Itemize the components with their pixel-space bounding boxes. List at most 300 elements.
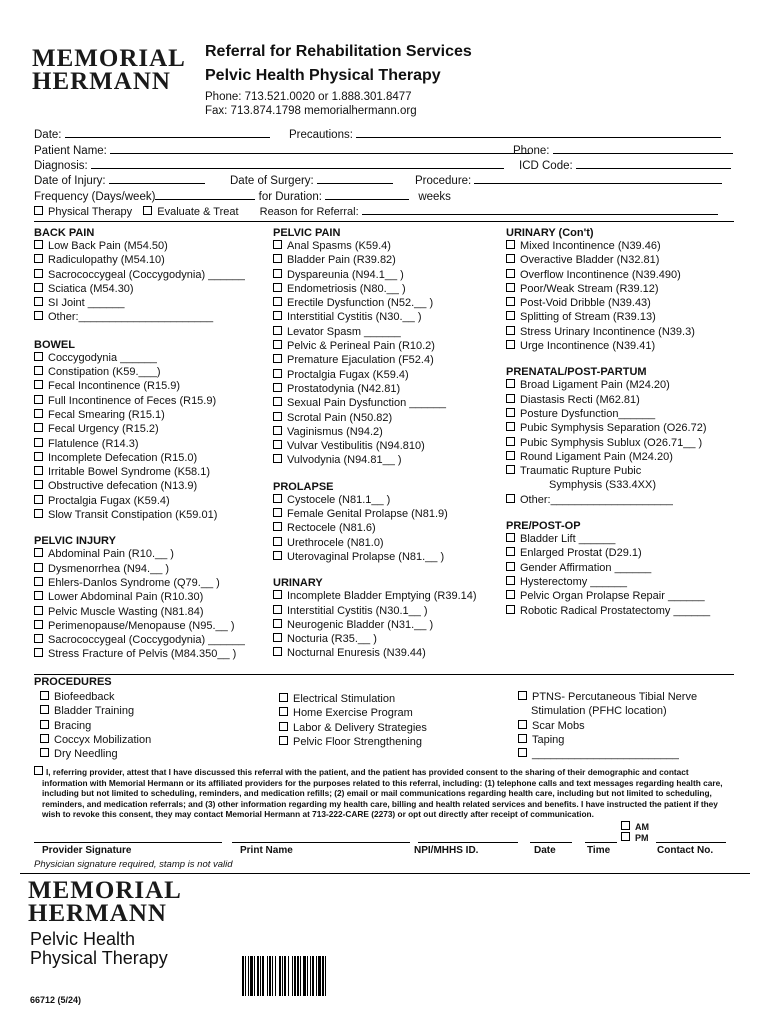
referral-type-row [34, 204, 718, 218]
checkbox[interactable] [506, 533, 515, 542]
checkbox-label: Bladder Lift ______ [520, 533, 616, 546]
checkbox[interactable] [34, 548, 43, 557]
checkbox-item[interactable] [273, 493, 477, 507]
checkbox-item[interactable] [34, 351, 245, 365]
checkbox-item[interactable] [273, 453, 477, 467]
checkbox-item[interactable] [273, 550, 477, 564]
frequency-field[interactable]: Frequency (Days/week) for Duration: weeks [34, 191, 451, 203]
procedures-section [34, 676, 112, 688]
checkbox-item[interactable] [273, 589, 477, 603]
checkbox-item[interactable] [506, 532, 710, 546]
checkbox-label: Vulvodynia (N94.81__ ) [287, 454, 402, 467]
checkbox[interactable] [34, 620, 43, 629]
back-pain-header: BACK PAIN [34, 227, 95, 239]
checkbox[interactable] [40, 691, 49, 700]
checkbox[interactable] [279, 693, 288, 702]
checkbox-label: Traumatic Rupture Pubic [520, 465, 642, 478]
urinary-list [273, 589, 477, 660]
checkbox[interactable] [506, 269, 515, 278]
checkbox[interactable] [506, 451, 515, 460]
checkbox-item[interactable] [40, 733, 151, 747]
checkbox-item[interactable] [273, 536, 477, 550]
checkbox-item[interactable] [506, 393, 710, 407]
checkbox-item[interactable] [506, 407, 710, 421]
checkbox-label: Coccygodynia ______ [48, 351, 157, 364]
evaluate-treat-checkbox[interactable]: Evaluate & Treat [143, 206, 238, 218]
checkbox-item[interactable] [34, 619, 245, 633]
checkbox-label: Posture Dysfunction______ [520, 407, 656, 420]
checkbox-item[interactable] [34, 465, 245, 479]
checkbox-label: Dysmenorrhea (N94.__ ) [48, 562, 170, 575]
prenatal-header: PRENATAL/POST-PARTUM [506, 366, 647, 379]
checkbox[interactable] [506, 547, 515, 556]
checkbox[interactable] [506, 465, 515, 474]
checkbox-item[interactable] [518, 747, 697, 761]
checkbox[interactable] [506, 422, 515, 431]
checkbox-label: Dry Needling [54, 748, 118, 761]
checkbox-label: Proctalgia Fugax (K59.4) [287, 368, 409, 381]
checkbox-label: Pubic Symphysis Separation (O26.72) [520, 422, 707, 435]
contact-label: Contact No. [657, 845, 714, 856]
prolapse-list [273, 493, 477, 564]
checkbox-item[interactable] [34, 562, 245, 576]
checkbox-item[interactable] [34, 239, 245, 253]
provider-signature-line[interactable] [34, 842, 222, 843]
form-title: Referral for Rehabilitation Services [205, 43, 472, 60]
checkbox[interactable] [40, 734, 49, 743]
back-pain-list [34, 239, 245, 325]
urinary-cont-list [506, 239, 710, 353]
checkbox[interactable] [506, 590, 515, 599]
checkbox[interactable] [273, 254, 282, 263]
checkbox[interactable] [34, 480, 43, 489]
checkbox-label: Taping [532, 733, 565, 746]
pelvic-pain-list [273, 239, 477, 468]
checkbox[interactable] [273, 494, 282, 503]
date-line[interactable] [530, 842, 572, 843]
checkbox-label: Pelvic Organ Prolapse Repair ______ [520, 590, 705, 603]
checkbox[interactable] [273, 551, 282, 560]
date-of-injury-field[interactable]: Date of Injury: [34, 173, 205, 187]
checkbox-item[interactable] [518, 719, 697, 733]
checkbox-item[interactable] [273, 396, 477, 410]
checkbox-label: Labor & Delivery Strategies [293, 721, 427, 734]
checkbox-item[interactable] [273, 425, 477, 439]
checkbox[interactable] [273, 397, 282, 406]
checkbox-item[interactable] [273, 507, 477, 521]
checkbox[interactable] [34, 380, 43, 389]
checkbox-label: Female Genital Prolapse (N81.9) [287, 508, 448, 521]
procedures-col-1 [40, 690, 151, 761]
checkbox-item[interactable] [506, 421, 710, 435]
attestation-line-1: I, referring provider, attest that I have discussed this referral with the patient, and the patient has provided consent to the sharing of their demographic and contact [34, 766, 738, 778]
checkbox[interactable] [273, 311, 282, 320]
continuation-text: Symphysis (S33.4XX) [549, 479, 656, 492]
npi-line[interactable] [418, 842, 518, 843]
checkbox[interactable] [273, 440, 282, 449]
checkbox-item[interactable] [506, 493, 710, 507]
checkbox-label: Stress Urinary Incontinence (N39.3) [520, 325, 695, 338]
checkbox-item[interactable] [518, 733, 697, 747]
checkbox-item[interactable] [34, 494, 245, 508]
column-1 [34, 227, 245, 662]
checkbox-item[interactable] [34, 508, 245, 522]
checkbox-item[interactable] [506, 325, 710, 339]
checkbox-item[interactable] [40, 704, 151, 718]
procedure-field[interactable]: Procedure: [415, 173, 722, 187]
checkbox[interactable] [273, 522, 282, 531]
checkbox-label: Full Incontinence of Feces (R15.9) [48, 394, 217, 407]
provider-signature-label: Provider Signature [42, 845, 132, 856]
checkbox-item[interactable] [506, 253, 710, 267]
time-line[interactable] [585, 842, 617, 843]
checkbox-label: Vaginismus (N94.2) [287, 425, 383, 438]
checkbox-label: Gender Affirmation ______ [520, 561, 652, 574]
checkbox[interactable] [273, 369, 282, 378]
checkbox[interactable] [273, 383, 282, 392]
checkbox[interactable] [506, 311, 515, 320]
checkbox[interactable] [273, 647, 282, 656]
checkbox-item[interactable] [279, 692, 427, 706]
checkbox[interactable] [40, 748, 49, 757]
checkbox-label: Premature Ejaculation (F52.4) [287, 354, 434, 367]
column-3 [506, 227, 710, 618]
checkbox-item[interactable] [40, 690, 151, 704]
checkbox-item[interactable] [34, 451, 245, 465]
form-number: 66712 (5/24) [30, 995, 82, 1005]
checkbox-item[interactable] [279, 735, 427, 749]
checkbox[interactable] [34, 297, 43, 306]
checkbox[interactable] [34, 395, 43, 404]
checkbox[interactable] [34, 254, 43, 263]
precautions-field[interactable]: Precautions: [289, 127, 721, 141]
checkbox-label: Rectocele (N81.6) [287, 522, 376, 535]
checkbox-item[interactable] [34, 547, 245, 561]
checkbox-item[interactable] [34, 310, 245, 324]
checkbox[interactable] [273, 537, 282, 546]
checkbox-label: Robotic Radical Prostatectomy ______ [520, 604, 711, 617]
attestation-line-2: information with Memorial Hermann or its affiliated providers for the purposes related to this referral, including: (1) telephone calls and text messages regarding health care, [42, 777, 723, 788]
checkbox[interactable] [506, 437, 515, 446]
checkbox[interactable] [34, 283, 43, 292]
checkbox[interactable] [273, 454, 282, 463]
checkbox-item[interactable] [273, 439, 477, 453]
checkbox-item[interactable] [34, 408, 245, 422]
phone-field[interactable]: Phone: [513, 143, 733, 157]
checkbox[interactable] [34, 577, 43, 586]
checkbox-item[interactable] [506, 339, 710, 353]
checkbox-label: Urethrocele (N81.0) [287, 536, 384, 549]
checkbox-label: Fecal Smearing (R15.1) [48, 408, 165, 421]
checkbox[interactable] [273, 605, 282, 614]
checkbox[interactable] [506, 605, 515, 614]
checkbox[interactable] [279, 736, 288, 745]
checkbox-item[interactable] [506, 604, 710, 618]
checkbox-item[interactable] [273, 382, 477, 396]
checkbox[interactable] [506, 379, 515, 388]
bowel-header: BOWEL [34, 338, 75, 351]
checkbox[interactable] [34, 352, 43, 361]
checkbox[interactable] [506, 254, 515, 263]
checkbox-item[interactable] [273, 310, 477, 324]
divider-procedures [34, 674, 734, 675]
checkbox-item[interactable] [506, 575, 710, 589]
checkbox[interactable] [506, 562, 515, 571]
checkbox-label: Cystocele (N81.1__ ) [287, 493, 391, 506]
checkbox[interactable] [273, 412, 282, 421]
checkbox[interactable] [506, 576, 515, 585]
contact-line[interactable] [656, 842, 726, 843]
checkbox-label: Sacrococcygeal (Coccygodynia) ______ [48, 268, 245, 281]
checkbox[interactable] [273, 240, 282, 249]
checkbox-item[interactable] [506, 282, 710, 296]
checkbox[interactable] [34, 509, 43, 518]
checkbox-item[interactable] [273, 353, 477, 367]
checkbox-item[interactable] [273, 618, 477, 632]
checkbox-item[interactable] [34, 282, 245, 296]
date-field[interactable]: Date: [34, 127, 270, 141]
column-2 [273, 227, 477, 661]
diagnosis-field[interactable]: Diagnosis: [34, 158, 504, 172]
checkbox[interactable] [34, 409, 43, 418]
checkbox-label: Sacrococcygeal (Coccygodynia) ______ [48, 634, 245, 647]
checkbox-item[interactable] [34, 590, 245, 604]
checkbox[interactable] [273, 354, 282, 363]
checkbox[interactable] [273, 326, 282, 335]
checkbox-label: Overactive Bladder (N32.81) [520, 254, 660, 267]
checkbox[interactable] [279, 722, 288, 731]
checkbox-item[interactable] [34, 605, 245, 619]
checkbox[interactable] [273, 269, 282, 278]
checkbox-label: Electrical Stimulation [293, 693, 396, 705]
checkbox-item[interactable] [279, 721, 427, 735]
divider-footer [20, 873, 750, 874]
checkbox-item[interactable] [273, 282, 477, 296]
checkbox[interactable] [34, 495, 43, 504]
checkbox[interactable] [34, 452, 43, 461]
checkbox-item[interactable] [506, 464, 710, 478]
checkbox-item[interactable] [518, 690, 697, 704]
urinary-cont-header: URINARY (Con't) [506, 227, 594, 239]
barcode-bar [326, 956, 328, 996]
checkbox-label: Slow Transit Constipation (K59.01) [48, 509, 218, 522]
checkbox-item[interactable] [273, 268, 477, 282]
checkbox[interactable] [506, 494, 515, 503]
checkbox[interactable] [273, 340, 282, 349]
memorial-hermann-logo: MEMORIAL HERMANN [32, 45, 186, 95]
checkbox[interactable] [34, 563, 43, 572]
checkbox[interactable] [506, 283, 515, 292]
checkbox-item[interactable] [273, 296, 477, 310]
header [205, 40, 472, 118]
icd-code-field[interactable]: ICD Code: [519, 158, 731, 172]
date-label: Date [534, 845, 556, 856]
checkbox[interactable] [273, 619, 282, 628]
pm-checkbox[interactable]: PM [621, 832, 649, 843]
checkbox-item[interactable] [273, 521, 477, 535]
prenatal-list [506, 378, 710, 507]
checkbox-item[interactable] [40, 719, 151, 733]
checkbox-item[interactable] [34, 437, 245, 451]
checkbox[interactable] [518, 734, 527, 743]
checkbox[interactable] [34, 438, 43, 447]
checkbox-item[interactable] [506, 561, 710, 575]
checkbox[interactable] [34, 269, 43, 278]
checkbox-item[interactable] [506, 378, 710, 392]
checkbox[interactable] [506, 240, 515, 249]
checkbox-label: Neurogenic Bladder (N31.__ ) [287, 618, 434, 631]
checkbox-item[interactable] [273, 632, 477, 646]
checkbox-label: Erectile Dysfunction (N52.__ ) [287, 297, 434, 310]
checkbox-label: Proctalgia Fugax (K59.4) [48, 494, 170, 507]
checkbox-label: Levator Spasm ______ [287, 325, 401, 338]
checkbox-label: Prostatodynia (N42.81) [287, 382, 401, 395]
checkbox-item[interactable] [506, 239, 710, 253]
checkbox-item[interactable] [34, 422, 245, 436]
checkbox-item[interactable] [506, 296, 710, 310]
checkbox-label: Stress Fracture of Pelvis (M84.350__ ) [48, 648, 237, 661]
checkbox-item[interactable] [506, 589, 710, 603]
checkbox[interactable] [506, 394, 515, 403]
checkbox-label: SI Joint ______ [48, 297, 125, 310]
checkbox-label: Low Back Pain (M54.50) [48, 240, 168, 252]
checkbox-item[interactable] [506, 546, 710, 560]
checkbox[interactable] [273, 283, 282, 292]
checkbox-item[interactable] [506, 436, 710, 450]
checkbox[interactable] [34, 466, 43, 475]
checkbox-label: Pubic Symphysis Sublux (O26.71__ ) [520, 436, 703, 449]
checkbox[interactable] [34, 606, 43, 615]
checkbox[interactable] [273, 633, 282, 642]
pelvic-injury-list [34, 547, 245, 661]
signature-note: Physician signature required, stamp is not valid [34, 859, 233, 870]
time-label: Time [587, 845, 611, 856]
checkbox[interactable] [506, 326, 515, 335]
checkbox[interactable] [279, 707, 288, 716]
checkbox-item[interactable] [279, 706, 427, 720]
checkbox[interactable] [273, 426, 282, 435]
checkbox[interactable] [518, 748, 527, 757]
physical-therapy-checkbox[interactable]: Physical Therapy [34, 206, 132, 218]
checkbox[interactable] [518, 720, 527, 729]
patient-name-field[interactable]: Patient Name: [34, 143, 530, 157]
pelvic-pain-header: PELVIC PAIN [273, 227, 341, 239]
checkbox-label: Pelvic & Perineal Pain (R10.2) [287, 340, 435, 353]
checkbox-item[interactable] [34, 633, 245, 647]
checkbox[interactable] [506, 408, 515, 417]
checkbox-item[interactable] [273, 604, 477, 618]
checkbox[interactable] [273, 590, 282, 599]
attestation-line-5: wish to revoke this consent, they may contact Memorial Hermann at 713-222-CARE (2273) or opt out directly after receipt of communication. [42, 809, 594, 820]
checkbox[interactable] [34, 648, 43, 657]
attestation-checkbox[interactable] [34, 766, 43, 775]
prolapse-header: PROLAPSE [273, 480, 334, 493]
checkbox[interactable] [34, 311, 43, 320]
checkbox-label: Other:______________________ [48, 311, 214, 324]
checkbox-item[interactable] [273, 368, 477, 382]
form-subtitle: Pelvic Health Physical Therapy [205, 67, 441, 84]
checkbox-item[interactable] [34, 479, 245, 493]
checkbox[interactable] [273, 297, 282, 306]
checkbox-item[interactable] [34, 379, 245, 393]
npi-label: NPI/MHHS ID. [414, 845, 479, 856]
checkbox[interactable] [34, 634, 43, 643]
prepost-header: PRE/POST-OP [506, 520, 581, 533]
checkbox-label: Splitting of Stream (R39.13) [520, 311, 656, 324]
pelvic-injury-header: PELVIC INJURY [34, 535, 116, 548]
checkbox-label: Vulvar Vestibulitis (N94.810) [287, 440, 425, 453]
checkbox-item[interactable] [34, 253, 245, 267]
checkbox[interactable] [34, 423, 43, 432]
checkbox-item[interactable] [273, 239, 477, 253]
checkbox[interactable] [40, 705, 49, 714]
checkbox-label: Overflow Incontinence (N39.490) [520, 268, 681, 281]
bowel-list [34, 351, 245, 523]
checkbox[interactable] [34, 366, 43, 375]
checkbox-item[interactable] [273, 411, 477, 425]
checkbox-label: Radiculopathy (M54.10) [48, 254, 165, 267]
continuation-text: Stimulation (PFHC location) [531, 705, 667, 718]
checkbox[interactable] [34, 591, 43, 600]
checkbox-item[interactable] [506, 450, 710, 464]
checkbox-item[interactable] [40, 747, 151, 761]
checkbox-item[interactable] [273, 253, 477, 267]
checkbox-label: ________________________ [532, 748, 679, 761]
procedures-col-2 [279, 692, 427, 749]
checkbox-label: Nocturia (R35.__ ) [287, 633, 377, 646]
checkbox-item[interactable] [34, 576, 245, 590]
checkbox-label: Sexual Pain Dysfunction ______ [287, 397, 446, 410]
print-name-label: Print Name [240, 845, 293, 856]
am-checkbox[interactable]: AM [621, 821, 649, 832]
checkbox-item[interactable] [34, 394, 245, 408]
checkbox-item[interactable] [273, 646, 477, 660]
checkbox-item[interactable] [34, 296, 245, 310]
checkbox[interactable] [273, 508, 282, 517]
checkbox-item[interactable] [34, 647, 245, 661]
checkbox[interactable] [34, 240, 43, 249]
checkbox[interactable] [518, 691, 527, 700]
checkbox-label: Bracing [54, 719, 92, 732]
checkbox-label: Perimenopause/Menopause (N95.__ ) [48, 619, 235, 632]
checkbox-label: Biofeedback [54, 691, 115, 703]
checkbox-label: Poor/Weak Stream (R39.12) [520, 282, 659, 295]
checkbox-item[interactable] [273, 325, 477, 339]
checkbox-item[interactable] [506, 268, 710, 282]
checkbox-label: Diastasis Recti (M62.81) [520, 393, 640, 406]
checkbox-item[interactable] [34, 365, 245, 379]
reason-for-referral-field[interactable]: Reason for Referral: [260, 206, 718, 218]
print-name-line[interactable] [232, 842, 410, 843]
checkbox-item[interactable] [506, 310, 710, 324]
checkbox[interactable] [40, 720, 49, 729]
checkbox-label: Other:____________________ [520, 493, 673, 506]
divider-top [34, 221, 734, 222]
attestation [34, 766, 738, 820]
fax-line: Fax: 713.874.1798 memorialhermann.org [205, 105, 417, 117]
checkbox-label: Bladder Training [54, 705, 135, 718]
checkbox-label: Post-Void Dribble (N39.43) [520, 297, 651, 310]
checkbox-label: Urge Incontinence (N39.41) [520, 340, 656, 353]
checkbox-label: Abdominal Pain (R10.__ ) [48, 548, 174, 561]
checkbox-item[interactable] [273, 339, 477, 353]
checkbox[interactable] [506, 297, 515, 306]
date-of-surgery-field[interactable]: Date of Surgery: [230, 173, 393, 187]
checkbox-label: Interstitial Cystitis (N30.1__ ) [287, 604, 428, 617]
checkbox-label: Pelvic Floor Strengthening [293, 735, 423, 748]
checkbox[interactable] [506, 340, 515, 349]
checkbox-item[interactable] [34, 268, 245, 282]
